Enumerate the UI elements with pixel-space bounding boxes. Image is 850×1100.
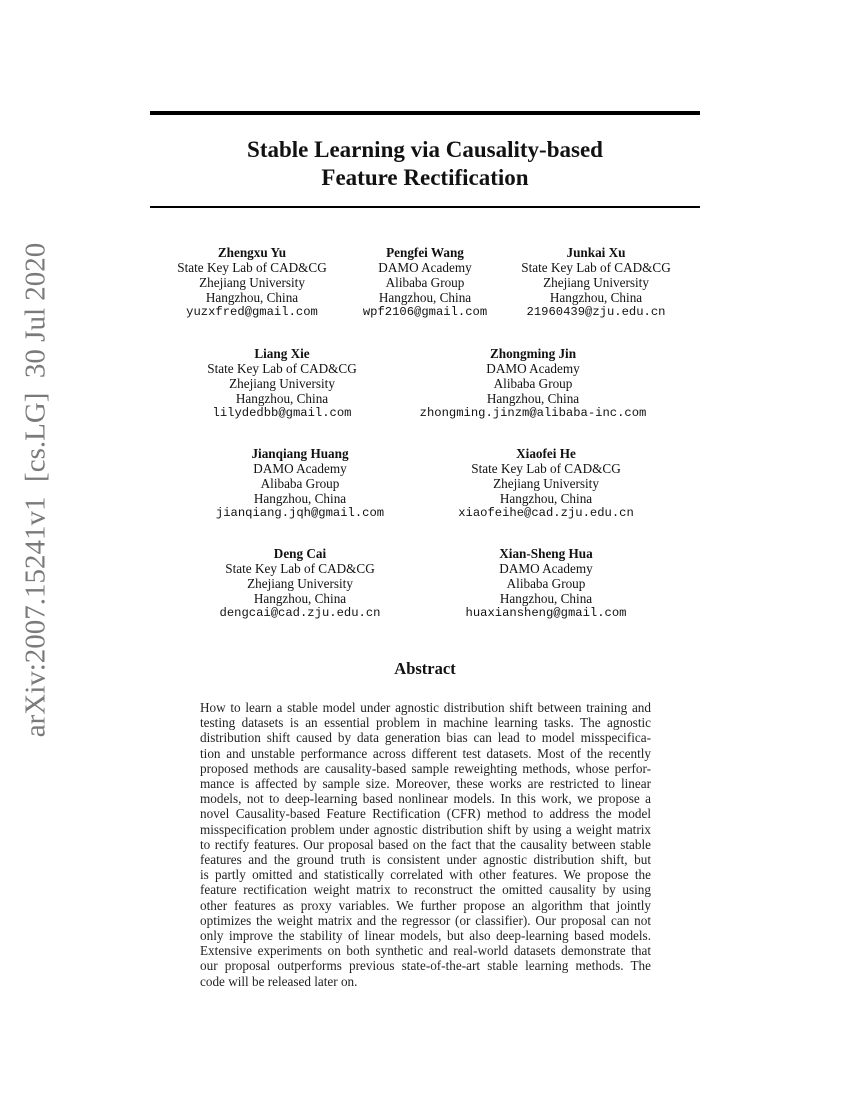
abstract-line: only improve the stability of linear models, but also deep-learning based models. (200, 928, 651, 944)
author-affiliation: Hangzhou, China (499, 591, 593, 606)
author-name: Junkai Xu (566, 245, 626, 260)
author-block (466, 245, 726, 320)
title-line: Stable Learning via Causality-based (247, 137, 603, 162)
abstract-line: novel Causality-based Feature Rectification (CFR) method to address the model (200, 806, 651, 822)
author-affiliation: Hangzhou, China (499, 491, 593, 506)
author-name: Jianqiang Huang (251, 446, 349, 461)
abstract-line: our proposal outperforms previous state-of-the-art stable learning methods. The (200, 958, 651, 974)
author-affiliation: Hangzhou, China (378, 290, 472, 305)
author-affiliation: Alibaba Group (506, 576, 586, 591)
author-email: wpf2106@gmail.com (362, 305, 488, 319)
author-affiliation: Zhejiang University (543, 275, 649, 290)
author-affiliation: State Key Lab of CAD&CG (225, 561, 375, 576)
author-affiliation: Alibaba Group (493, 376, 573, 391)
paper-title (150, 136, 700, 192)
abstract-line: optimizes the weight matrix and the regressor (or classifier). Our proposal can not (200, 912, 651, 928)
top-rule (150, 111, 700, 115)
author-email: xiaofeihe@cad.zju.edu.cn (458, 506, 634, 520)
abstract-line: testing datasets is an essential problem in machine learning tasks. The agnostic (200, 715, 651, 731)
author-affiliation: State Key Lab of CAD&CG (521, 260, 671, 275)
author-block (152, 346, 412, 421)
author-affiliation: Zhejiang University (199, 275, 305, 290)
author-name: Xian-Sheng Hua (499, 546, 593, 561)
arxiv-stamp: arXiv:2007.15241v1 [cs.LG] 30 Jul 2020 (19, 242, 52, 738)
abstract-line: code will be released later on. (200, 973, 358, 989)
abstract-line: to rectify features. Our proposal based on the fact that the causality between stable (200, 836, 651, 852)
author-email: 21960439@zju.edu.cn (526, 305, 666, 319)
author-affiliation: DAMO Academy (253, 461, 347, 476)
author-affiliation: State Key Lab of CAD&CG (207, 361, 357, 376)
abstract-line: distribution shift caused by data generation bias can lead to model misspecifica- (200, 730, 651, 746)
author-name: Deng Cai (273, 546, 327, 561)
abstract-line: other features as proxy variables. We further propose an algorithm that jointly (200, 897, 651, 913)
author-affiliation: Hangzhou, China (205, 290, 299, 305)
author-name: Pengfei Wang (386, 245, 464, 260)
author-block (170, 446, 430, 521)
author-email: zhongming.jinzm@alibaba-inc.com (419, 406, 647, 420)
abstract-line: models, not to deep-learning based nonlinear models. In this work, we propose a (200, 791, 651, 807)
author-name: Zhongming Jin (489, 346, 577, 361)
abstract-line: features and the ground truth is consistent under agnostic distribution shift, but (200, 852, 651, 868)
author-affiliation: Zhejiang University (247, 576, 353, 591)
author-name: Xiaofei He (516, 446, 576, 461)
abstract-body (200, 700, 651, 989)
author-email: jianqiang.jqh@gmail.com (215, 506, 385, 520)
author-block (416, 446, 676, 521)
author-block (416, 546, 676, 621)
author-affiliation: Zhejiang University (493, 476, 599, 491)
author-affiliation: Hangzhou, China (235, 391, 329, 406)
author-affiliation: Hangzhou, China (486, 391, 580, 406)
author-affiliation: Hangzhou, China (549, 290, 643, 305)
abstract-heading: Abstract (394, 659, 456, 678)
abstract-line: mance is affected by sample size. Moreover, these works are restricted to linear (200, 776, 651, 792)
author-affiliation: Hangzhou, China (253, 491, 347, 506)
author-affiliation: State Key Lab of CAD&CG (471, 461, 621, 476)
abstract-line: How to learn a stable model under agnostic distribution shift between training and (200, 700, 651, 715)
abstract-line: proposed methods are causality-based sample reweighting methods, whose perfor- (200, 760, 651, 776)
author-affiliation: DAMO Academy (378, 260, 472, 275)
author-email: huaxiansheng@gmail.com (465, 606, 627, 620)
author-block (170, 546, 430, 621)
author-name: Zhengxu Yu (217, 245, 287, 260)
title-line: Feature Rectification (321, 165, 529, 190)
author-block (403, 346, 663, 421)
author-email: dengcai@cad.zju.edu.cn (219, 606, 381, 620)
author-affiliation: Hangzhou, China (253, 591, 347, 606)
abstract-line: feature rectification weight matrix to reconstruct the omitted causality by using (200, 882, 651, 898)
abstract-line: tion and unstable performance across different test datasets. Most of the recently (200, 745, 651, 761)
abstract-line: misspecification problem under agnostic distribution shift by using a weight matrix (200, 821, 651, 837)
title-rule (150, 206, 700, 208)
author-email: lilydedbb@gmail.com (212, 406, 352, 420)
author-affiliation: DAMO Academy (499, 561, 593, 576)
abstract-line: is partly omitted and statistically correlated with other features. We propose the (200, 867, 651, 883)
author-affiliation: Alibaba Group (385, 275, 465, 290)
author-affiliation: DAMO Academy (486, 361, 580, 376)
author-affiliation: State Key Lab of CAD&CG (177, 260, 327, 275)
author-name: Liang Xie (254, 346, 310, 361)
author-affiliation: Zhejiang University (229, 376, 335, 391)
abstract-line: Extensive experiments on both synthetic and real-world datasets demonstrate that (200, 943, 651, 959)
author-email: yuzxfred@gmail.com (186, 305, 318, 319)
author-affiliation: Alibaba Group (260, 476, 340, 491)
